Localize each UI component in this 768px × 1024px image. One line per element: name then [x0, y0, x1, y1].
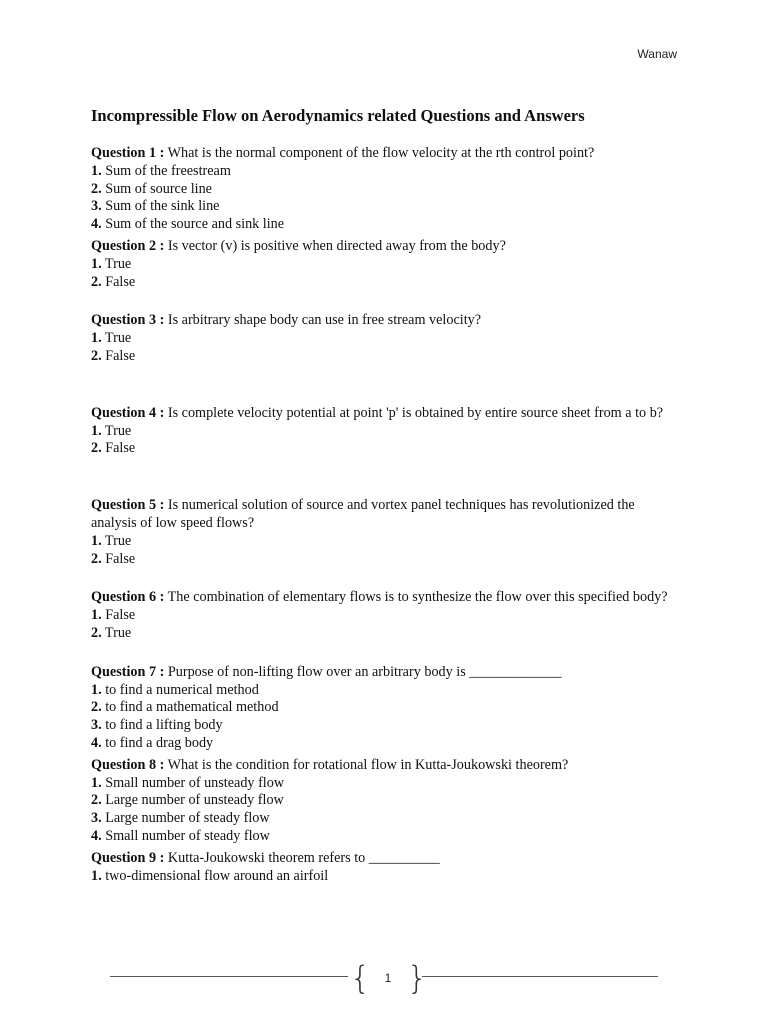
question-5	[91, 497, 681, 568]
question-text: What is the normal component of the flow velocity at the rth control point?	[164, 145, 595, 161]
answer-option: 3. Sum of the sink line	[91, 198, 220, 215]
answer-option: 3. Large number of steady flow	[91, 810, 270, 827]
question-text: The combination of elementary flows is to synthesize the flow over this specified body?	[164, 589, 668, 606]
question-text: Is numerical solution of source and vortex panel techniques has revolutionized the analysis of low speed flows?	[91, 497, 635, 531]
answer-option: 2. False	[91, 347, 136, 364]
question-label: Question 2 :	[91, 237, 165, 254]
page-footer	[110, 959, 658, 997]
question-label: Question 4 :	[91, 404, 165, 421]
right-brace-icon: }	[407, 959, 428, 997]
answer-option: 2. Sum of source line	[91, 180, 212, 197]
answer-option: 1. to find a numerical method	[91, 681, 259, 698]
question-9	[91, 850, 681, 886]
answer-option: 2. False	[91, 550, 136, 567]
question-text: Is complete velocity potential at point 'p' is obtained by entire source sheet from a to b?	[164, 404, 664, 421]
question-2	[91, 238, 681, 291]
question-8	[91, 757, 681, 846]
answer-option: 2. False	[91, 273, 136, 290]
question-label: Question 5 :	[91, 497, 165, 514]
question-label: Question 7 :	[91, 663, 165, 680]
question-label: Question 1 :	[91, 145, 165, 161]
question-4	[91, 405, 681, 458]
question-text: Kutta-Joukowski theorem refers to __________	[164, 849, 440, 866]
answer-option: 2. True	[91, 624, 132, 641]
answer-option: 1. Sum of the freestream	[91, 162, 231, 179]
question-label: Question 9 :	[91, 849, 165, 866]
answer-option: 1. True	[91, 422, 132, 439]
answer-option: 2. False	[91, 440, 136, 457]
answer-option: 1. True	[91, 255, 132, 272]
question-6	[91, 589, 681, 642]
answer-option: 1. False	[91, 607, 136, 624]
answer-option: 1. True	[91, 532, 132, 549]
question-label: Question 8 :	[91, 756, 165, 773]
answer-option: 2. to find a mathematical method	[91, 699, 279, 716]
answer-option: 3. to find a lifting body	[91, 717, 223, 734]
question-text: Is arbitrary shape body can use in free stream velocity?	[164, 312, 482, 329]
question-3	[91, 312, 681, 365]
answer-option: 4. to find a drag body	[91, 734, 214, 751]
answer-option: 1. two-dimensional flow around an airfoil	[91, 867, 329, 884]
footer-rule-right	[422, 976, 658, 977]
question-text: What is the condition for rotational flow in Kutta-Joukowski theorem?	[164, 756, 569, 773]
answer-option: 2. Large number of unsteady flow	[91, 792, 284, 809]
answer-option: 4. Small number of steady flow	[91, 827, 270, 844]
answer-option: 1. Small number of unsteady flow	[91, 774, 285, 791]
question-label: Question 6 :	[91, 589, 165, 606]
question-text: Is vector (v) is positive when directed away from the body?	[164, 237, 506, 254]
page-number: 1	[384, 971, 392, 985]
footer-rule-left	[110, 976, 348, 977]
header-author: Wanaw	[637, 47, 677, 61]
answer-option: 4. Sum of the source and sink line	[91, 216, 285, 233]
question-label: Question 3 :	[91, 312, 165, 329]
question-list	[91, 145, 681, 885]
left-brace-icon: {	[350, 959, 371, 997]
question-1	[91, 145, 681, 234]
answer-option: 1. True	[91, 330, 132, 347]
document-title: Incompressible Flow on Aerodynamics related Questions and Answers	[91, 106, 585, 125]
question-7	[91, 664, 681, 753]
question-text: Purpose of non-lifting flow over an arbitrary body is _____________	[164, 663, 562, 680]
